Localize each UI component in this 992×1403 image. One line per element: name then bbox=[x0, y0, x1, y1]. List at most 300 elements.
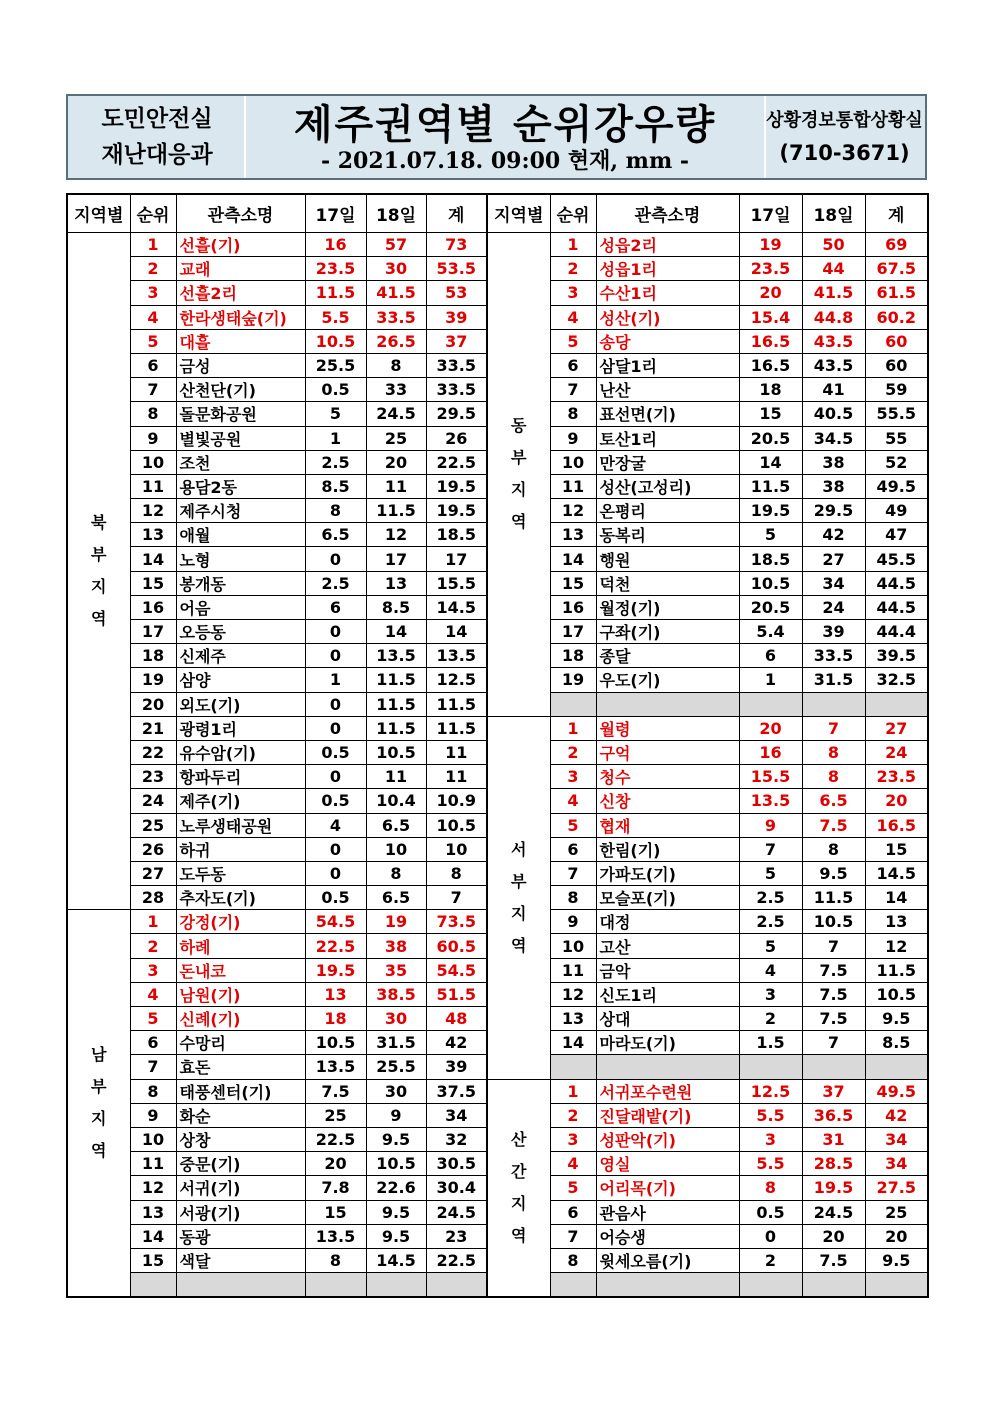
table-row bbox=[67, 1007, 487, 1031]
rank-cell: 8 bbox=[130, 1079, 176, 1103]
total-cell: 14.5 bbox=[865, 861, 928, 885]
day17-cell: 2.5 bbox=[305, 450, 366, 474]
station-cell: 하례 bbox=[176, 934, 305, 958]
station-cell: 상창 bbox=[176, 1127, 305, 1151]
total-cell: 19.5 bbox=[426, 474, 487, 498]
station-cell: 도두동 bbox=[176, 861, 305, 885]
col-day17: 17일 bbox=[739, 194, 802, 233]
day18-cell: 50 bbox=[802, 233, 865, 257]
day18-cell: 35 bbox=[366, 958, 426, 982]
blank-cell bbox=[596, 692, 739, 716]
table-row bbox=[67, 1103, 487, 1127]
blank-cell bbox=[550, 1055, 596, 1079]
table-row bbox=[67, 1200, 487, 1224]
rank-cell: 1 bbox=[130, 233, 176, 257]
station-cell: 조천 bbox=[176, 450, 305, 474]
blank-row bbox=[67, 1273, 487, 1298]
table-row bbox=[67, 910, 487, 934]
day18-cell: 11.5 bbox=[802, 886, 865, 910]
rank-cell: 10 bbox=[550, 934, 596, 958]
station-cell: 제주(기) bbox=[176, 789, 305, 813]
col-region: 지역별 bbox=[487, 194, 550, 233]
day18-cell: 30 bbox=[366, 1079, 426, 1103]
table-row bbox=[67, 305, 487, 329]
total-cell: 7 bbox=[426, 886, 487, 910]
station-cell: 청수 bbox=[596, 765, 739, 789]
day18-cell: 6.5 bbox=[366, 813, 426, 837]
day17-cell: 9 bbox=[739, 813, 802, 837]
rank-cell: 7 bbox=[550, 861, 596, 885]
day18-cell: 7 bbox=[802, 716, 865, 740]
page-title: 제주권역별 순위강우량 bbox=[293, 102, 717, 148]
rank-cell: 11 bbox=[550, 958, 596, 982]
total-cell: 73 bbox=[426, 233, 487, 257]
day17-cell: 8.5 bbox=[305, 474, 366, 498]
day17-cell: 4 bbox=[305, 813, 366, 837]
day18-cell: 14.5 bbox=[366, 1248, 426, 1272]
station-cell: 모슬포(기) bbox=[596, 886, 739, 910]
rank-cell: 3 bbox=[130, 958, 176, 982]
total-cell: 59 bbox=[865, 378, 928, 402]
total-cell: 10.9 bbox=[426, 789, 487, 813]
total-cell: 39 bbox=[426, 305, 487, 329]
day17-cell: 10.5 bbox=[305, 1031, 366, 1055]
rank-cell: 19 bbox=[550, 668, 596, 692]
total-cell: 33.5 bbox=[426, 353, 487, 377]
total-cell: 27 bbox=[865, 716, 928, 740]
day17-cell: 15 bbox=[305, 1200, 366, 1224]
station-cell: 성읍1리 bbox=[596, 257, 739, 281]
station-cell: 한림(기) bbox=[596, 837, 739, 861]
day17-cell: 5.5 bbox=[305, 305, 366, 329]
day18-cell: 10.5 bbox=[366, 740, 426, 764]
day18-cell: 9.5 bbox=[366, 1224, 426, 1248]
table-row bbox=[487, 571, 928, 595]
col-day18: 18일 bbox=[366, 194, 426, 233]
day18-cell: 24 bbox=[802, 595, 865, 619]
station-cell: 만장굴 bbox=[596, 450, 739, 474]
station-cell: 행원 bbox=[596, 547, 739, 571]
rank-cell: 1 bbox=[550, 233, 596, 257]
station-cell: 선흘2리 bbox=[176, 281, 305, 305]
day17-cell: 0.5 bbox=[305, 886, 366, 910]
day18-cell: 27 bbox=[802, 547, 865, 571]
rank-cell: 18 bbox=[550, 644, 596, 668]
day17-cell: 23.5 bbox=[739, 257, 802, 281]
total-cell: 20 bbox=[865, 1224, 928, 1248]
day18-cell: 12 bbox=[366, 523, 426, 547]
station-cell: 하귀 bbox=[176, 837, 305, 861]
total-cell: 55.5 bbox=[865, 402, 928, 426]
table-row bbox=[487, 305, 928, 329]
station-cell: 월정(기) bbox=[596, 595, 739, 619]
day17-cell: 0 bbox=[305, 547, 366, 571]
day17-cell: 13.5 bbox=[739, 789, 802, 813]
total-cell: 39 bbox=[426, 1055, 487, 1079]
table-row bbox=[67, 861, 487, 885]
table-row bbox=[67, 1055, 487, 1079]
day17-cell: 0.5 bbox=[305, 789, 366, 813]
table-row bbox=[67, 740, 487, 764]
rank-cell: 22 bbox=[130, 740, 176, 764]
region-label-north: 북 부 지 역 bbox=[67, 233, 130, 910]
day18-cell: 26.5 bbox=[366, 329, 426, 353]
station-cell: 추자도(기) bbox=[176, 886, 305, 910]
blank-cell bbox=[865, 1273, 928, 1298]
station-cell: 교래 bbox=[176, 257, 305, 281]
day18-cell: 36.5 bbox=[802, 1103, 865, 1127]
day17-cell: 18.5 bbox=[739, 547, 802, 571]
blank-cell bbox=[550, 692, 596, 716]
total-cell: 29.5 bbox=[426, 402, 487, 426]
total-cell: 10.5 bbox=[865, 982, 928, 1006]
table-row bbox=[67, 474, 487, 498]
rank-cell: 7 bbox=[550, 378, 596, 402]
total-cell: 13 bbox=[865, 910, 928, 934]
blank-cell bbox=[802, 1055, 865, 1079]
day17-cell: 13 bbox=[305, 982, 366, 1006]
rank-cell: 5 bbox=[130, 329, 176, 353]
station-cell: 서귀포수련원 bbox=[596, 1079, 739, 1103]
station-cell: 마라도(기) bbox=[596, 1031, 739, 1055]
total-cell: 17 bbox=[426, 547, 487, 571]
station-cell: 고산 bbox=[596, 934, 739, 958]
day17-cell: 15.5 bbox=[739, 765, 802, 789]
total-cell: 27.5 bbox=[865, 1176, 928, 1200]
day17-cell: 15 bbox=[739, 402, 802, 426]
day18-cell: 8 bbox=[802, 740, 865, 764]
total-cell: 54.5 bbox=[426, 958, 487, 982]
table-row bbox=[487, 1200, 928, 1224]
rank-cell: 20 bbox=[130, 692, 176, 716]
blank-cell bbox=[865, 1055, 928, 1079]
blank-cell bbox=[596, 1055, 739, 1079]
station-cell: 동복리 bbox=[596, 523, 739, 547]
total-cell: 61.5 bbox=[865, 281, 928, 305]
station-cell: 어승생 bbox=[596, 1224, 739, 1248]
total-cell: 60.5 bbox=[426, 934, 487, 958]
station-cell: 별빛공원 bbox=[176, 426, 305, 450]
day18-cell: 30 bbox=[366, 257, 426, 281]
rank-cell: 5 bbox=[550, 1176, 596, 1200]
rank-cell: 10 bbox=[550, 450, 596, 474]
table-row bbox=[487, 837, 928, 861]
total-cell: 44.5 bbox=[865, 595, 928, 619]
table-row bbox=[487, 861, 928, 885]
rank-cell: 15 bbox=[130, 1248, 176, 1272]
total-cell: 15.5 bbox=[426, 571, 487, 595]
table-row bbox=[67, 1224, 487, 1248]
total-cell: 44.4 bbox=[865, 620, 928, 644]
col-rank: 순위 bbox=[130, 194, 176, 233]
total-cell: 12.5 bbox=[426, 668, 487, 692]
day18-cell: 25.5 bbox=[366, 1055, 426, 1079]
total-cell: 32 bbox=[426, 1127, 487, 1151]
rank-cell: 3 bbox=[550, 765, 596, 789]
day18-cell: 11.5 bbox=[366, 716, 426, 740]
table-row bbox=[67, 378, 487, 402]
rank-cell: 5 bbox=[550, 813, 596, 837]
table-row bbox=[487, 620, 928, 644]
rank-cell: 17 bbox=[550, 620, 596, 644]
day18-cell: 7.5 bbox=[802, 958, 865, 982]
station-cell: 어리목(기) bbox=[596, 1176, 739, 1200]
total-cell: 49.5 bbox=[865, 1079, 928, 1103]
rank-cell: 26 bbox=[130, 837, 176, 861]
day17-cell: 16.5 bbox=[739, 353, 802, 377]
day18-cell: 17 bbox=[366, 547, 426, 571]
total-cell: 42 bbox=[865, 1103, 928, 1127]
total-cell: 44.5 bbox=[865, 571, 928, 595]
blank-row bbox=[487, 692, 928, 716]
right-rain-table bbox=[486, 193, 929, 1298]
day17-cell: 25.5 bbox=[305, 353, 366, 377]
rank-cell: 8 bbox=[550, 402, 596, 426]
rank-cell: 4 bbox=[550, 305, 596, 329]
total-cell: 10.5 bbox=[426, 813, 487, 837]
day17-cell: 5.4 bbox=[739, 620, 802, 644]
day18-cell: 24.5 bbox=[366, 402, 426, 426]
day18-cell: 8 bbox=[366, 861, 426, 885]
day18-cell: 38.5 bbox=[366, 982, 426, 1006]
total-cell: 47 bbox=[865, 523, 928, 547]
day17-cell: 0 bbox=[305, 716, 366, 740]
table-row bbox=[487, 378, 928, 402]
station-cell: 월령 bbox=[596, 716, 739, 740]
table-row bbox=[487, 1152, 928, 1176]
table-row bbox=[487, 813, 928, 837]
total-cell: 26 bbox=[426, 426, 487, 450]
table-row bbox=[487, 474, 928, 498]
station-cell: 유수암(기) bbox=[176, 740, 305, 764]
total-cell: 53 bbox=[426, 281, 487, 305]
station-cell: 성읍2리 bbox=[596, 233, 739, 257]
day18-cell: 19.5 bbox=[802, 1176, 865, 1200]
station-cell: 신창 bbox=[596, 789, 739, 813]
day18-cell: 25 bbox=[366, 426, 426, 450]
day18-cell: 38 bbox=[802, 474, 865, 498]
total-cell: 12 bbox=[865, 934, 928, 958]
station-cell: 한라생태숲(기) bbox=[176, 305, 305, 329]
day17-cell: 0 bbox=[305, 620, 366, 644]
day18-cell: 9.5 bbox=[802, 861, 865, 885]
blank-cell bbox=[426, 1273, 487, 1298]
region-label-mountain: 산 간 지 역 bbox=[487, 1079, 550, 1297]
total-cell: 39.5 bbox=[865, 644, 928, 668]
rank-cell: 5 bbox=[550, 329, 596, 353]
day18-cell: 22.6 bbox=[366, 1176, 426, 1200]
day18-cell: 20 bbox=[802, 1224, 865, 1248]
day18-cell: 8 bbox=[802, 837, 865, 861]
day18-cell: 10.4 bbox=[366, 789, 426, 813]
day17-cell: 13.5 bbox=[305, 1224, 366, 1248]
total-cell: 60.2 bbox=[865, 305, 928, 329]
day18-cell: 38 bbox=[802, 450, 865, 474]
total-cell: 16.5 bbox=[865, 813, 928, 837]
day18-cell: 39 bbox=[802, 620, 865, 644]
station-cell: 구억 bbox=[596, 740, 739, 764]
station-cell: 금성 bbox=[176, 353, 305, 377]
station-cell: 애월 bbox=[176, 523, 305, 547]
station-cell: 서광(기) bbox=[176, 1200, 305, 1224]
table-row bbox=[487, 547, 928, 571]
day17-cell: 2 bbox=[739, 1007, 802, 1031]
day17-cell: 23.5 bbox=[305, 257, 366, 281]
region-label-east: 동 부 지 역 bbox=[487, 233, 550, 717]
table-row bbox=[67, 982, 487, 1006]
total-cell: 73.5 bbox=[426, 910, 487, 934]
rank-cell: 6 bbox=[130, 1031, 176, 1055]
table-row bbox=[487, 644, 928, 668]
rank-cell: 13 bbox=[550, 523, 596, 547]
day17-cell: 7.5 bbox=[305, 1079, 366, 1103]
station-cell: 선흘(기) bbox=[176, 233, 305, 257]
day17-cell: 0.5 bbox=[305, 740, 366, 764]
day17-cell: 20 bbox=[305, 1152, 366, 1176]
department-line-2: 재난대응과 bbox=[101, 142, 213, 168]
table-row bbox=[67, 1176, 487, 1200]
station-cell: 중문(기) bbox=[176, 1152, 305, 1176]
day18-cell: 41.5 bbox=[802, 281, 865, 305]
rank-cell: 4 bbox=[130, 305, 176, 329]
day17-cell: 6 bbox=[305, 595, 366, 619]
day18-cell: 34.5 bbox=[802, 426, 865, 450]
day18-cell: 7.5 bbox=[802, 982, 865, 1006]
rank-cell: 3 bbox=[550, 281, 596, 305]
page-subtitle: - 2021.07.18. 09:00 현재, mm - bbox=[320, 148, 690, 174]
day17-cell: 19.5 bbox=[739, 499, 802, 523]
rank-cell: 8 bbox=[550, 886, 596, 910]
day17-cell: 0 bbox=[739, 1224, 802, 1248]
day17-cell: 8 bbox=[305, 499, 366, 523]
rank-cell: 3 bbox=[130, 281, 176, 305]
total-cell: 37 bbox=[426, 329, 487, 353]
total-cell: 9.5 bbox=[865, 1007, 928, 1031]
station-cell: 광령1리 bbox=[176, 716, 305, 740]
col-station: 관측소명 bbox=[596, 194, 739, 233]
rank-cell: 9 bbox=[550, 426, 596, 450]
day18-cell: 7.5 bbox=[802, 1007, 865, 1031]
day17-cell: 2.5 bbox=[305, 571, 366, 595]
table-row bbox=[487, 740, 928, 764]
day17-cell: 1.5 bbox=[739, 1031, 802, 1055]
table-row bbox=[67, 1031, 487, 1055]
day17-cell: 5 bbox=[739, 934, 802, 958]
station-cell: 수산1리 bbox=[596, 281, 739, 305]
day18-cell: 44.8 bbox=[802, 305, 865, 329]
day18-cell: 10 bbox=[366, 837, 426, 861]
total-cell: 60 bbox=[865, 353, 928, 377]
station-cell: 금악 bbox=[596, 958, 739, 982]
station-cell: 종달 bbox=[596, 644, 739, 668]
table-row bbox=[67, 837, 487, 861]
station-cell: 노형 bbox=[176, 547, 305, 571]
rank-cell: 2 bbox=[550, 1103, 596, 1127]
rank-cell: 16 bbox=[130, 595, 176, 619]
col-rank: 순위 bbox=[550, 194, 596, 233]
table-row bbox=[67, 620, 487, 644]
station-cell: 서귀(기) bbox=[176, 1176, 305, 1200]
day17-cell: 0 bbox=[305, 861, 366, 885]
total-cell: 34 bbox=[865, 1152, 928, 1176]
table-header-row bbox=[487, 194, 928, 233]
table-row bbox=[67, 644, 487, 668]
station-cell: 산천단(기) bbox=[176, 378, 305, 402]
day17-cell: 16 bbox=[305, 233, 366, 257]
office-phone: (710-3671) bbox=[779, 141, 910, 165]
table-row bbox=[487, 716, 928, 740]
station-cell: 가파도(기) bbox=[596, 861, 739, 885]
station-cell: 제주시청 bbox=[176, 499, 305, 523]
day18-cell: 31 bbox=[802, 1127, 865, 1151]
total-cell: 13.5 bbox=[426, 644, 487, 668]
day17-cell: 19 bbox=[739, 233, 802, 257]
day17-cell: 4 bbox=[739, 958, 802, 982]
rank-cell: 4 bbox=[550, 1152, 596, 1176]
station-cell: 동광 bbox=[176, 1224, 305, 1248]
station-cell: 돈내코 bbox=[176, 958, 305, 982]
blank-cell bbox=[865, 692, 928, 716]
table-row bbox=[487, 499, 928, 523]
table-row bbox=[487, 668, 928, 692]
day17-cell: 0 bbox=[305, 837, 366, 861]
table-row bbox=[67, 281, 487, 305]
station-cell: 오등동 bbox=[176, 620, 305, 644]
station-cell: 성산(기) bbox=[596, 305, 739, 329]
day18-cell: 6.5 bbox=[802, 789, 865, 813]
station-cell: 우도(기) bbox=[596, 668, 739, 692]
station-cell: 봉개동 bbox=[176, 571, 305, 595]
table-row bbox=[67, 1127, 487, 1151]
day18-cell: 14 bbox=[366, 620, 426, 644]
blank-cell bbox=[305, 1273, 366, 1298]
rank-cell: 25 bbox=[130, 813, 176, 837]
day17-cell: 5 bbox=[305, 402, 366, 426]
table-row bbox=[487, 1031, 928, 1055]
total-cell: 55 bbox=[865, 426, 928, 450]
rank-cell: 2 bbox=[550, 740, 596, 764]
region-label-south: 남 부 지 역 bbox=[67, 910, 130, 1298]
station-cell: 성산(고성리) bbox=[596, 474, 739, 498]
day17-cell: 7.8 bbox=[305, 1176, 366, 1200]
rank-cell: 11 bbox=[130, 1152, 176, 1176]
station-cell: 신도1리 bbox=[596, 982, 739, 1006]
day18-cell: 11.5 bbox=[366, 668, 426, 692]
table-row bbox=[67, 789, 487, 813]
total-cell: 8.5 bbox=[865, 1031, 928, 1055]
station-cell: 진달래밭(기) bbox=[596, 1103, 739, 1127]
day17-cell: 20 bbox=[739, 281, 802, 305]
rank-cell: 9 bbox=[130, 1103, 176, 1127]
total-cell: 49 bbox=[865, 499, 928, 523]
blank-cell bbox=[739, 692, 802, 716]
table-row bbox=[487, 958, 928, 982]
rank-cell: 10 bbox=[130, 450, 176, 474]
rank-cell: 6 bbox=[550, 837, 596, 861]
table-row bbox=[487, 1224, 928, 1248]
day17-cell: 0 bbox=[305, 765, 366, 789]
total-cell: 34 bbox=[426, 1103, 487, 1127]
total-cell: 25 bbox=[865, 1200, 928, 1224]
station-cell: 신례(기) bbox=[176, 1007, 305, 1031]
total-cell: 69 bbox=[865, 233, 928, 257]
table-row bbox=[487, 281, 928, 305]
total-cell: 11 bbox=[426, 740, 487, 764]
day18-cell: 10.5 bbox=[366, 1152, 426, 1176]
station-cell: 표선면(기) bbox=[596, 402, 739, 426]
station-cell: 삼양 bbox=[176, 668, 305, 692]
table-row bbox=[487, 1007, 928, 1031]
